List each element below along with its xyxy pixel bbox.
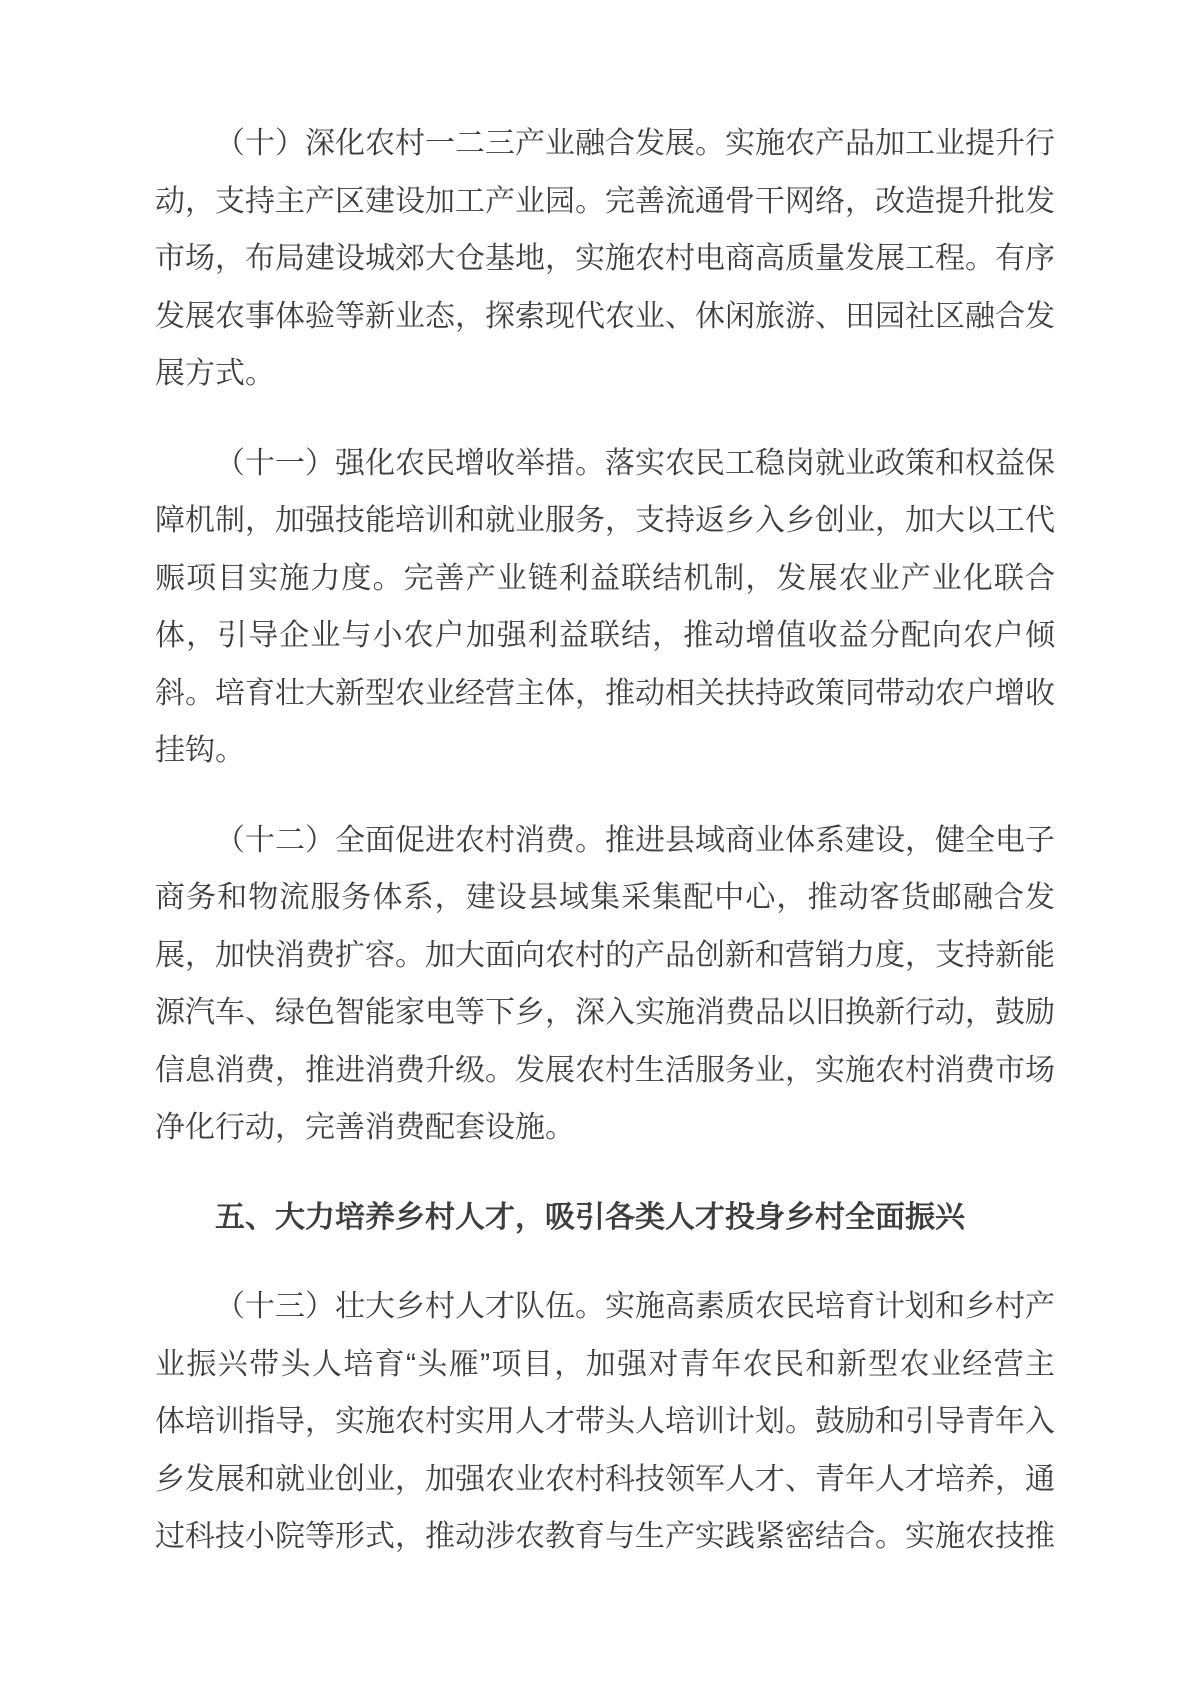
paragraph-line: 发展农事体验等新业态，探索现代农业、休闲旅游、田园社区融合发 (155, 299, 1055, 333)
paragraph-line: 体，引导企业与小农户加强利益联结，推动增值收益分配向农户倾 (155, 619, 1055, 652)
paragraph-line: 体培训指导，实施农村实用人才带头人培训计划。鼓励和引导青年入 (155, 1405, 1055, 1438)
body-paragraph (155, 435, 1055, 780)
paragraph-line: 动，支持主产区建设加工产业园。完善流通骨干网络，改造提升批发 (155, 184, 1055, 218)
paragraph-line: 障机制，加强技能培训和就业服务，支持返乡入乡创业，加大以工代 (155, 504, 1055, 537)
paragraph-line: 业振兴带头人培育“头雁”项目，加强对青年农民和新型农业经营主 (155, 1347, 1055, 1381)
paragraph-line: 市场，布局建设城郊大仓基地，实施农村电商高质量发展工程。有序 (155, 242, 1055, 275)
paragraph-line: 展方式。 (155, 357, 275, 390)
paragraph-line: （十二）全面促进农村消费。推进县域商业体系建设，健全电子 (215, 823, 1055, 857)
paragraph-line: 展，加快消费扩容。加大面向农村的产品创新和营销力度，支持新能 (155, 938, 1055, 972)
paragraph-line: （十）深化农村一二三产业融合发展。实施农产品加工业提升行 (215, 127, 1055, 160)
body-paragraph (155, 812, 1055, 1157)
paragraph-line: 信息消费，推进消费升级。发展农村生活服务业，实施农村消费市场 (155, 1053, 1055, 1087)
paragraph-line: 源汽车、绿色智能家电等下乡，深入实施消费品以旧换新行动，鼓励 (155, 996, 1055, 1029)
paragraph-line: 挂钩。 (155, 734, 245, 767)
paragraph-line: 净化行动，完善消费配套设施。 (155, 1111, 575, 1144)
paragraph-line: 商务和物流服务体系，建设县域集采集配中心，推动客货邮融合发 (155, 881, 1055, 914)
document-content (155, 115, 1055, 1566)
section-heading (155, 1189, 1055, 1247)
heading-line: 五、大力培养乡村人才，吸引各类人才投身乡村全面振兴 (215, 1200, 965, 1234)
body-paragraph (155, 1278, 1055, 1566)
body-paragraph (155, 115, 1055, 403)
paragraph-line: （十三）壮大乡村人才队伍。实施高素质农民培育计划和乡村产 (215, 1290, 1055, 1323)
paragraph-line: 乡发展和就业创业，加强农业农村科技领军人才、青年人才培养，通 (155, 1462, 1055, 1496)
paragraph-line: 赈项目实施力度。完善产业链利益联结机制，发展农业产业化联合 (155, 561, 1055, 595)
paragraph-line: 斜。培育壮大新型农业经营主体，推动相关扶持政策同带动农户增收 (155, 676, 1055, 710)
paragraph-line: 过科技小院等形式，推动涉农教育与生产实践紧密结合。实施农技推 (155, 1520, 1055, 1553)
paragraph-line: （十一）强化农民增收举措。落实农民工稳岗就业政策和权益保 (215, 446, 1055, 480)
